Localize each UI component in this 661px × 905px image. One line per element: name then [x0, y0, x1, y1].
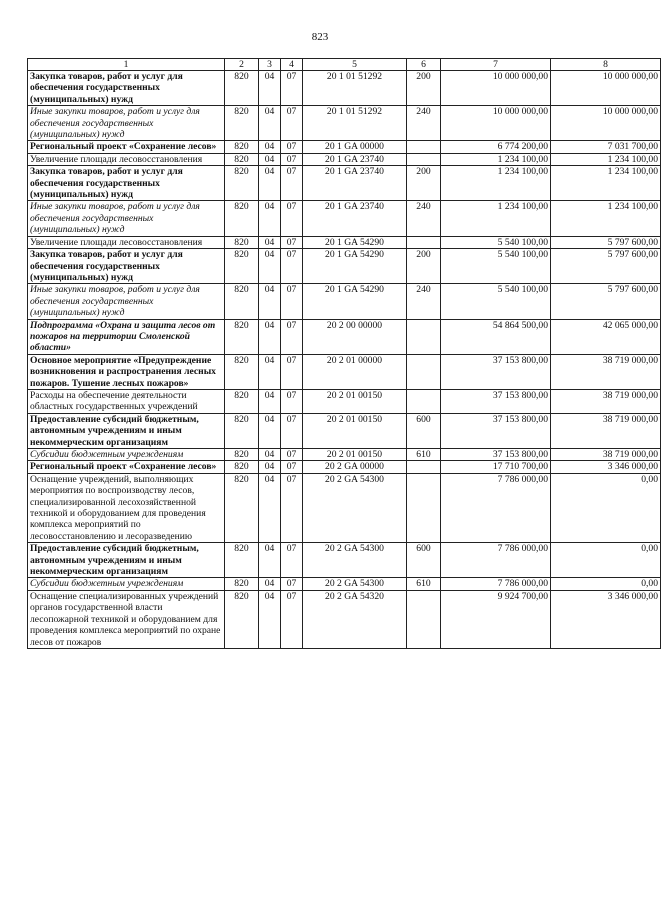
- amount-year-2: 0,00: [551, 473, 661, 542]
- expense-type-code: [407, 153, 441, 165]
- section-code: 04: [259, 153, 281, 165]
- page-number: 823: [311, 31, 329, 43]
- amount-year-1: 37 153 800,00: [441, 449, 551, 461]
- amount-year-2: 42 065 000,00: [551, 319, 661, 354]
- amount-year-1: 7 786 000,00: [441, 578, 551, 590]
- target-article-code: 20 2 GA 54300: [303, 473, 407, 542]
- ministry-code: 820: [225, 319, 259, 354]
- item-name: Увеличение площади лесовосстановления: [28, 236, 225, 248]
- ministry-code: 820: [225, 578, 259, 590]
- expense-type-code: [407, 389, 441, 413]
- amount-year-2: 5 797 600,00: [551, 284, 661, 319]
- item-name: Увеличение площади лесовосстановления: [28, 153, 225, 165]
- item-name: Закупка товаров, работ и услуг для обеспечения государственных (муниципальных) нужд: [28, 166, 225, 201]
- amount-year-2: 3 346 000,00: [551, 590, 661, 648]
- target-article-code: 20 2 GA 00000: [303, 461, 407, 473]
- ministry-code: 820: [225, 543, 259, 578]
- amount-year-1: 9 924 700,00: [441, 590, 551, 648]
- section-code: 04: [259, 141, 281, 153]
- amount-year-2: 0,00: [551, 578, 661, 590]
- expense-type-code: [407, 141, 441, 153]
- section-code: 04: [259, 319, 281, 354]
- table-row: [28, 166, 661, 201]
- amount-year-1: 10 000 000,00: [441, 71, 551, 106]
- amount-year-2: 5 797 600,00: [551, 236, 661, 248]
- table-row: [28, 473, 661, 542]
- table-row: [28, 106, 661, 141]
- column-number: 7: [441, 59, 551, 71]
- subsection-code: 07: [281, 106, 303, 141]
- amount-year-2: 38 719 000,00: [551, 389, 661, 413]
- amount-year-1: 5 540 100,00: [441, 236, 551, 248]
- item-name: Оснащение специализированных учреждений органов государственной власти лесопожарной техникой и оборудованием для проведения комплекса мероприятий по охране лесов от пожаров: [28, 590, 225, 648]
- subsection-code: 07: [281, 284, 303, 319]
- amount-year-1: 1 234 100,00: [441, 201, 551, 236]
- column-number: 2: [225, 59, 259, 71]
- amount-year-1: 54 864 500,00: [441, 319, 551, 354]
- section-code: 04: [259, 461, 281, 473]
- target-article-code: 20 1 GA 00000: [303, 141, 407, 153]
- section-code: 04: [259, 201, 281, 236]
- item-name: Оснащение учреждений, выполняющих мероприятия по воспроизводству лесов, специализированной лесохозяйственной техникой и оборудованием для проведения комплекса мероприятий по лесовосстановлению и лесоразведению: [28, 473, 225, 542]
- table-row: [28, 249, 661, 284]
- subsection-code: 07: [281, 461, 303, 473]
- item-name: Основное мероприятие «Предупреждение возникновения и распространения лесных пожаров. Тушение лесных пожаров»: [28, 354, 225, 389]
- item-name: Закупка товаров, работ и услуг для обеспечения государственных (муниципальных) нужд: [28, 71, 225, 106]
- section-code: 04: [259, 249, 281, 284]
- column-number: 4: [281, 59, 303, 71]
- subsection-code: 07: [281, 578, 303, 590]
- section-code: 04: [259, 413, 281, 448]
- amount-year-1: 10 000 000,00: [441, 106, 551, 141]
- table-row: [28, 201, 661, 236]
- amount-year-2: 7 031 700,00: [551, 141, 661, 153]
- item-name: Предоставление субсидий бюджетным, автономным учреждениям и иным некоммерческим организациям: [28, 543, 225, 578]
- subsection-code: 07: [281, 236, 303, 248]
- ministry-code: 820: [225, 201, 259, 236]
- target-article-code: 20 1 01 51292: [303, 71, 407, 106]
- expense-type-code: [407, 354, 441, 389]
- expense-type-code: [407, 319, 441, 354]
- amount-year-2: 38 719 000,00: [551, 354, 661, 389]
- section-code: 04: [259, 284, 281, 319]
- item-name: Иные закупки товаров, работ и услуг для обеспечения государственных (муниципальных) нужд: [28, 106, 225, 141]
- column-number: 6: [407, 59, 441, 71]
- subsection-code: 07: [281, 543, 303, 578]
- expense-type-code: 200: [407, 249, 441, 284]
- subsection-code: 07: [281, 413, 303, 448]
- expense-type-code: 240: [407, 106, 441, 141]
- expense-type-code: [407, 461, 441, 473]
- target-article-code: 20 2 01 00150: [303, 389, 407, 413]
- table-row: [28, 236, 661, 248]
- item-name: Предоставление субсидий бюджетным, автономным учреждениям и иным некоммерческим организациям: [28, 413, 225, 448]
- subsection-code: 07: [281, 354, 303, 389]
- section-code: 04: [259, 449, 281, 461]
- item-name: Закупка товаров, работ и услуг для обеспечения государственных (муниципальных) нужд: [28, 249, 225, 284]
- expense-type-code: 600: [407, 413, 441, 448]
- target-article-code: 20 1 GA 54290: [303, 236, 407, 248]
- table-row: [28, 461, 661, 473]
- budget-table: [27, 58, 661, 649]
- ministry-code: 820: [225, 106, 259, 141]
- target-article-code: 20 2 01 00150: [303, 449, 407, 461]
- expense-type-code: [407, 236, 441, 248]
- subsection-code: 07: [281, 449, 303, 461]
- table-row: [28, 389, 661, 413]
- table-row: [28, 354, 661, 389]
- column-number: 5: [303, 59, 407, 71]
- ministry-code: 820: [225, 71, 259, 106]
- column-number: 1: [28, 59, 225, 71]
- amount-year-1: 7 786 000,00: [441, 473, 551, 542]
- subsection-code: 07: [281, 473, 303, 542]
- expense-type-code: 240: [407, 201, 441, 236]
- ministry-code: 820: [225, 590, 259, 648]
- target-article-code: 20 1 GA 23740: [303, 166, 407, 201]
- subsection-code: 07: [281, 590, 303, 648]
- ministry-code: 820: [225, 461, 259, 473]
- subsection-code: 07: [281, 166, 303, 201]
- ministry-code: 820: [225, 389, 259, 413]
- amount-year-1: 37 153 800,00: [441, 413, 551, 448]
- section-code: 04: [259, 236, 281, 248]
- amount-year-2: 1 234 100,00: [551, 153, 661, 165]
- subsection-code: 07: [281, 249, 303, 284]
- target-article-code: 20 2 01 00150: [303, 413, 407, 448]
- amount-year-2: 38 719 000,00: [551, 449, 661, 461]
- item-name: Иные закупки товаров, работ и услуг для обеспечения государственных (муниципальных) нужд: [28, 201, 225, 236]
- subsection-code: 07: [281, 71, 303, 106]
- expense-type-code: [407, 473, 441, 542]
- expense-type-code: 610: [407, 449, 441, 461]
- table-row: [28, 543, 661, 578]
- amount-year-1: 37 153 800,00: [441, 389, 551, 413]
- ministry-code: 820: [225, 354, 259, 389]
- table-row: [28, 449, 661, 461]
- table-row: [28, 319, 661, 354]
- column-number: 3: [259, 59, 281, 71]
- amount-year-1: 7 786 000,00: [441, 543, 551, 578]
- table-row: [28, 284, 661, 319]
- section-code: 04: [259, 71, 281, 106]
- amount-year-2: 10 000 000,00: [551, 106, 661, 141]
- ministry-code: 820: [225, 413, 259, 448]
- amount-year-2: 5 797 600,00: [551, 249, 661, 284]
- ministry-code: 820: [225, 449, 259, 461]
- amount-year-1: 17 710 700,00: [441, 461, 551, 473]
- table-row: [28, 141, 661, 153]
- subsection-code: 07: [281, 141, 303, 153]
- amount-year-1: 6 774 200,00: [441, 141, 551, 153]
- table-row: [28, 413, 661, 448]
- subsection-code: 07: [281, 319, 303, 354]
- item-name: Субсидии бюджетным учреждениям: [28, 578, 225, 590]
- expense-type-code: 610: [407, 578, 441, 590]
- section-code: 04: [259, 354, 281, 389]
- target-article-code: 20 2 GA 54300: [303, 578, 407, 590]
- table-row: [28, 590, 661, 648]
- item-name: Субсидии бюджетным учреждениям: [28, 449, 225, 461]
- ministry-code: 820: [225, 166, 259, 201]
- subsection-code: 07: [281, 201, 303, 236]
- amount-year-1: 1 234 100,00: [441, 166, 551, 201]
- expense-type-code: 600: [407, 543, 441, 578]
- expense-type-code: 200: [407, 71, 441, 106]
- table-row: [28, 71, 661, 106]
- item-name: Подпрограмма «Охрана и защита лесов от пожаров на территории Смоленской области»: [28, 319, 225, 354]
- section-code: 04: [259, 389, 281, 413]
- section-code: 04: [259, 106, 281, 141]
- target-article-code: 20 2 00 00000: [303, 319, 407, 354]
- target-article-code: 20 1 GA 23740: [303, 201, 407, 236]
- section-code: 04: [259, 166, 281, 201]
- amount-year-2: 10 000 000,00: [551, 71, 661, 106]
- amount-year-2: 0,00: [551, 543, 661, 578]
- amount-year-1: 5 540 100,00: [441, 249, 551, 284]
- ministry-code: 820: [225, 141, 259, 153]
- amount-year-2: 38 719 000,00: [551, 413, 661, 448]
- ministry-code: 820: [225, 249, 259, 284]
- ministry-code: 820: [225, 284, 259, 319]
- item-name: Региональный проект «Сохранение лесов»: [28, 141, 225, 153]
- expense-type-code: 240: [407, 284, 441, 319]
- amount-year-2: 1 234 100,00: [551, 166, 661, 201]
- target-article-code: 20 1 GA 54290: [303, 284, 407, 319]
- section-code: 04: [259, 578, 281, 590]
- table-row: [28, 578, 661, 590]
- ministry-code: 820: [225, 236, 259, 248]
- column-number: 8: [551, 59, 661, 71]
- amount-year-2: 3 346 000,00: [551, 461, 661, 473]
- table-row: [28, 153, 661, 165]
- expense-type-code: [407, 590, 441, 648]
- ministry-code: 820: [225, 473, 259, 542]
- amount-year-1: 5 540 100,00: [441, 284, 551, 319]
- item-name: Расходы на обеспечение деятельности областных государственных учреждений: [28, 389, 225, 413]
- target-article-code: 20 2 GA 54300: [303, 543, 407, 578]
- expense-type-code: 200: [407, 166, 441, 201]
- target-article-code: 20 2 GA 54320: [303, 590, 407, 648]
- section-code: 04: [259, 543, 281, 578]
- item-name: Иные закупки товаров, работ и услуг для обеспечения государственных (муниципальных) нужд: [28, 284, 225, 319]
- column-number-row: [28, 59, 661, 71]
- subsection-code: 07: [281, 153, 303, 165]
- amount-year-1: 37 153 800,00: [441, 354, 551, 389]
- amount-year-1: 1 234 100,00: [441, 153, 551, 165]
- amount-year-2: 1 234 100,00: [551, 201, 661, 236]
- target-article-code: 20 2 01 00000: [303, 354, 407, 389]
- target-article-code: 20 1 GA 23740: [303, 153, 407, 165]
- item-name: Региональный проект «Сохранение лесов»: [28, 461, 225, 473]
- subsection-code: 07: [281, 389, 303, 413]
- section-code: 04: [259, 590, 281, 648]
- ministry-code: 820: [225, 153, 259, 165]
- section-code: 04: [259, 473, 281, 542]
- target-article-code: 20 1 GA 54290: [303, 249, 407, 284]
- target-article-code: 20 1 01 51292: [303, 106, 407, 141]
